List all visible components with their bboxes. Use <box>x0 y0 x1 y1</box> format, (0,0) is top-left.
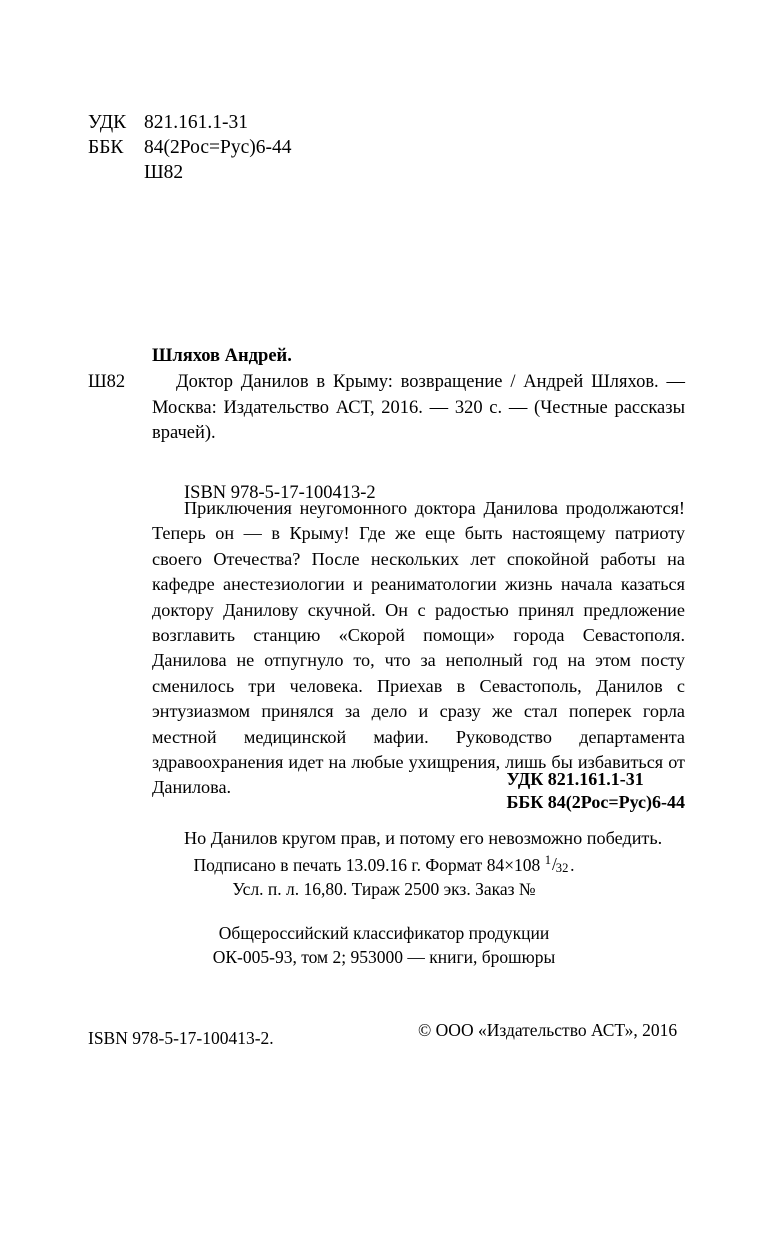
record-isbn: ISBN 978-5-17-100413-2 <box>184 483 376 504</box>
colophon-print-run-line: Усл. п. л. 16,80. Тираж 2500 экз. Заказ № <box>232 879 536 899</box>
colophon-print-line <box>0 853 768 877</box>
record-body <box>88 370 685 507</box>
bibliographic-record <box>88 344 685 507</box>
footer-isbn: ISBN 978-5-17-100413-2. <box>88 1028 274 1048</box>
classification-repeat-udk: УДК 821.161.1-31 <box>506 769 644 789</box>
format-fraction <box>544 853 570 876</box>
bbk-value: 84(2Рос=Рус)6-44 <box>144 137 292 158</box>
udk-label: УДК <box>88 112 127 133</box>
classification-header <box>88 110 291 185</box>
colophon-classifier-group <box>0 921 768 969</box>
format-fraction-denominator: 32 <box>555 861 569 876</box>
colophon-classifier-code: ОК-005-93, том 2; 953000 — книги, брошюры <box>212 947 556 967</box>
udk-row <box>88 110 291 135</box>
author-sign-value: Ш82 <box>144 162 184 183</box>
colophon-print-suffix: . <box>570 855 575 875</box>
colophon-print-prefix: Подписано в печать 13.09.16 г. Формат 84×108 <box>193 855 545 875</box>
colophon-classifier-title: Общероссийский классификатор продукции <box>218 923 550 943</box>
record-author: Шляхов Андрей. <box>152 346 292 366</box>
footer-copyright: © ООО «Издательство АСТ», 2016 <box>418 1020 678 1040</box>
classification-repeat <box>506 768 685 814</box>
author-sign-row <box>88 160 291 185</box>
classification-repeat-bbk: ББК 84(2Рос=Рус)6-44 <box>506 792 685 812</box>
record-description: Доктор Данилов в Крыму: возвращение / Андрей Шляхов. — Москва: Издательство АСТ, 2016. — 320 с. — (Честные рассказы врачей). <box>152 372 685 444</box>
record-shelf-code: Ш82 <box>88 372 126 392</box>
bbk-row <box>88 135 291 160</box>
annotation-paragraph-1: Приключения неугомонного доктора Данилова продолжаются! Теперь он — в Крыму! Где же еще быть настоящему патриоту своего Отечества? После нескольких лет спокойной работы на кафедре анестезиологии и реаниматологии жизнь начала казаться доктору Данилову скучной. Он с радостью принял предложение возглавить станцию «Скорой помощи» города Севастополя. Данилова не отпугнуло то, что за неполный год на этом посту сменилось три человека. Приехав в Севастополь, Данилов с энтузиазмом принялся за дело и сразу же стал поперек горла местной медицинской мафии. Руководство департамента здравоохранения идет на любые ухищрения, лишь бы избавиться от Данилова. <box>152 498 685 798</box>
colophon-block <box>0 853 768 969</box>
colophon-print-group <box>0 853 768 901</box>
format-fraction-slash: / <box>552 853 557 874</box>
annotation-paragraph-2: Но Данилов кругом прав, и потому его невозможно победить. <box>184 828 663 849</box>
udk-value: 821.161.1-31 <box>144 112 248 133</box>
bbk-label: ББК <box>88 137 124 158</box>
format-fraction-numerator: 1 <box>544 853 551 868</box>
